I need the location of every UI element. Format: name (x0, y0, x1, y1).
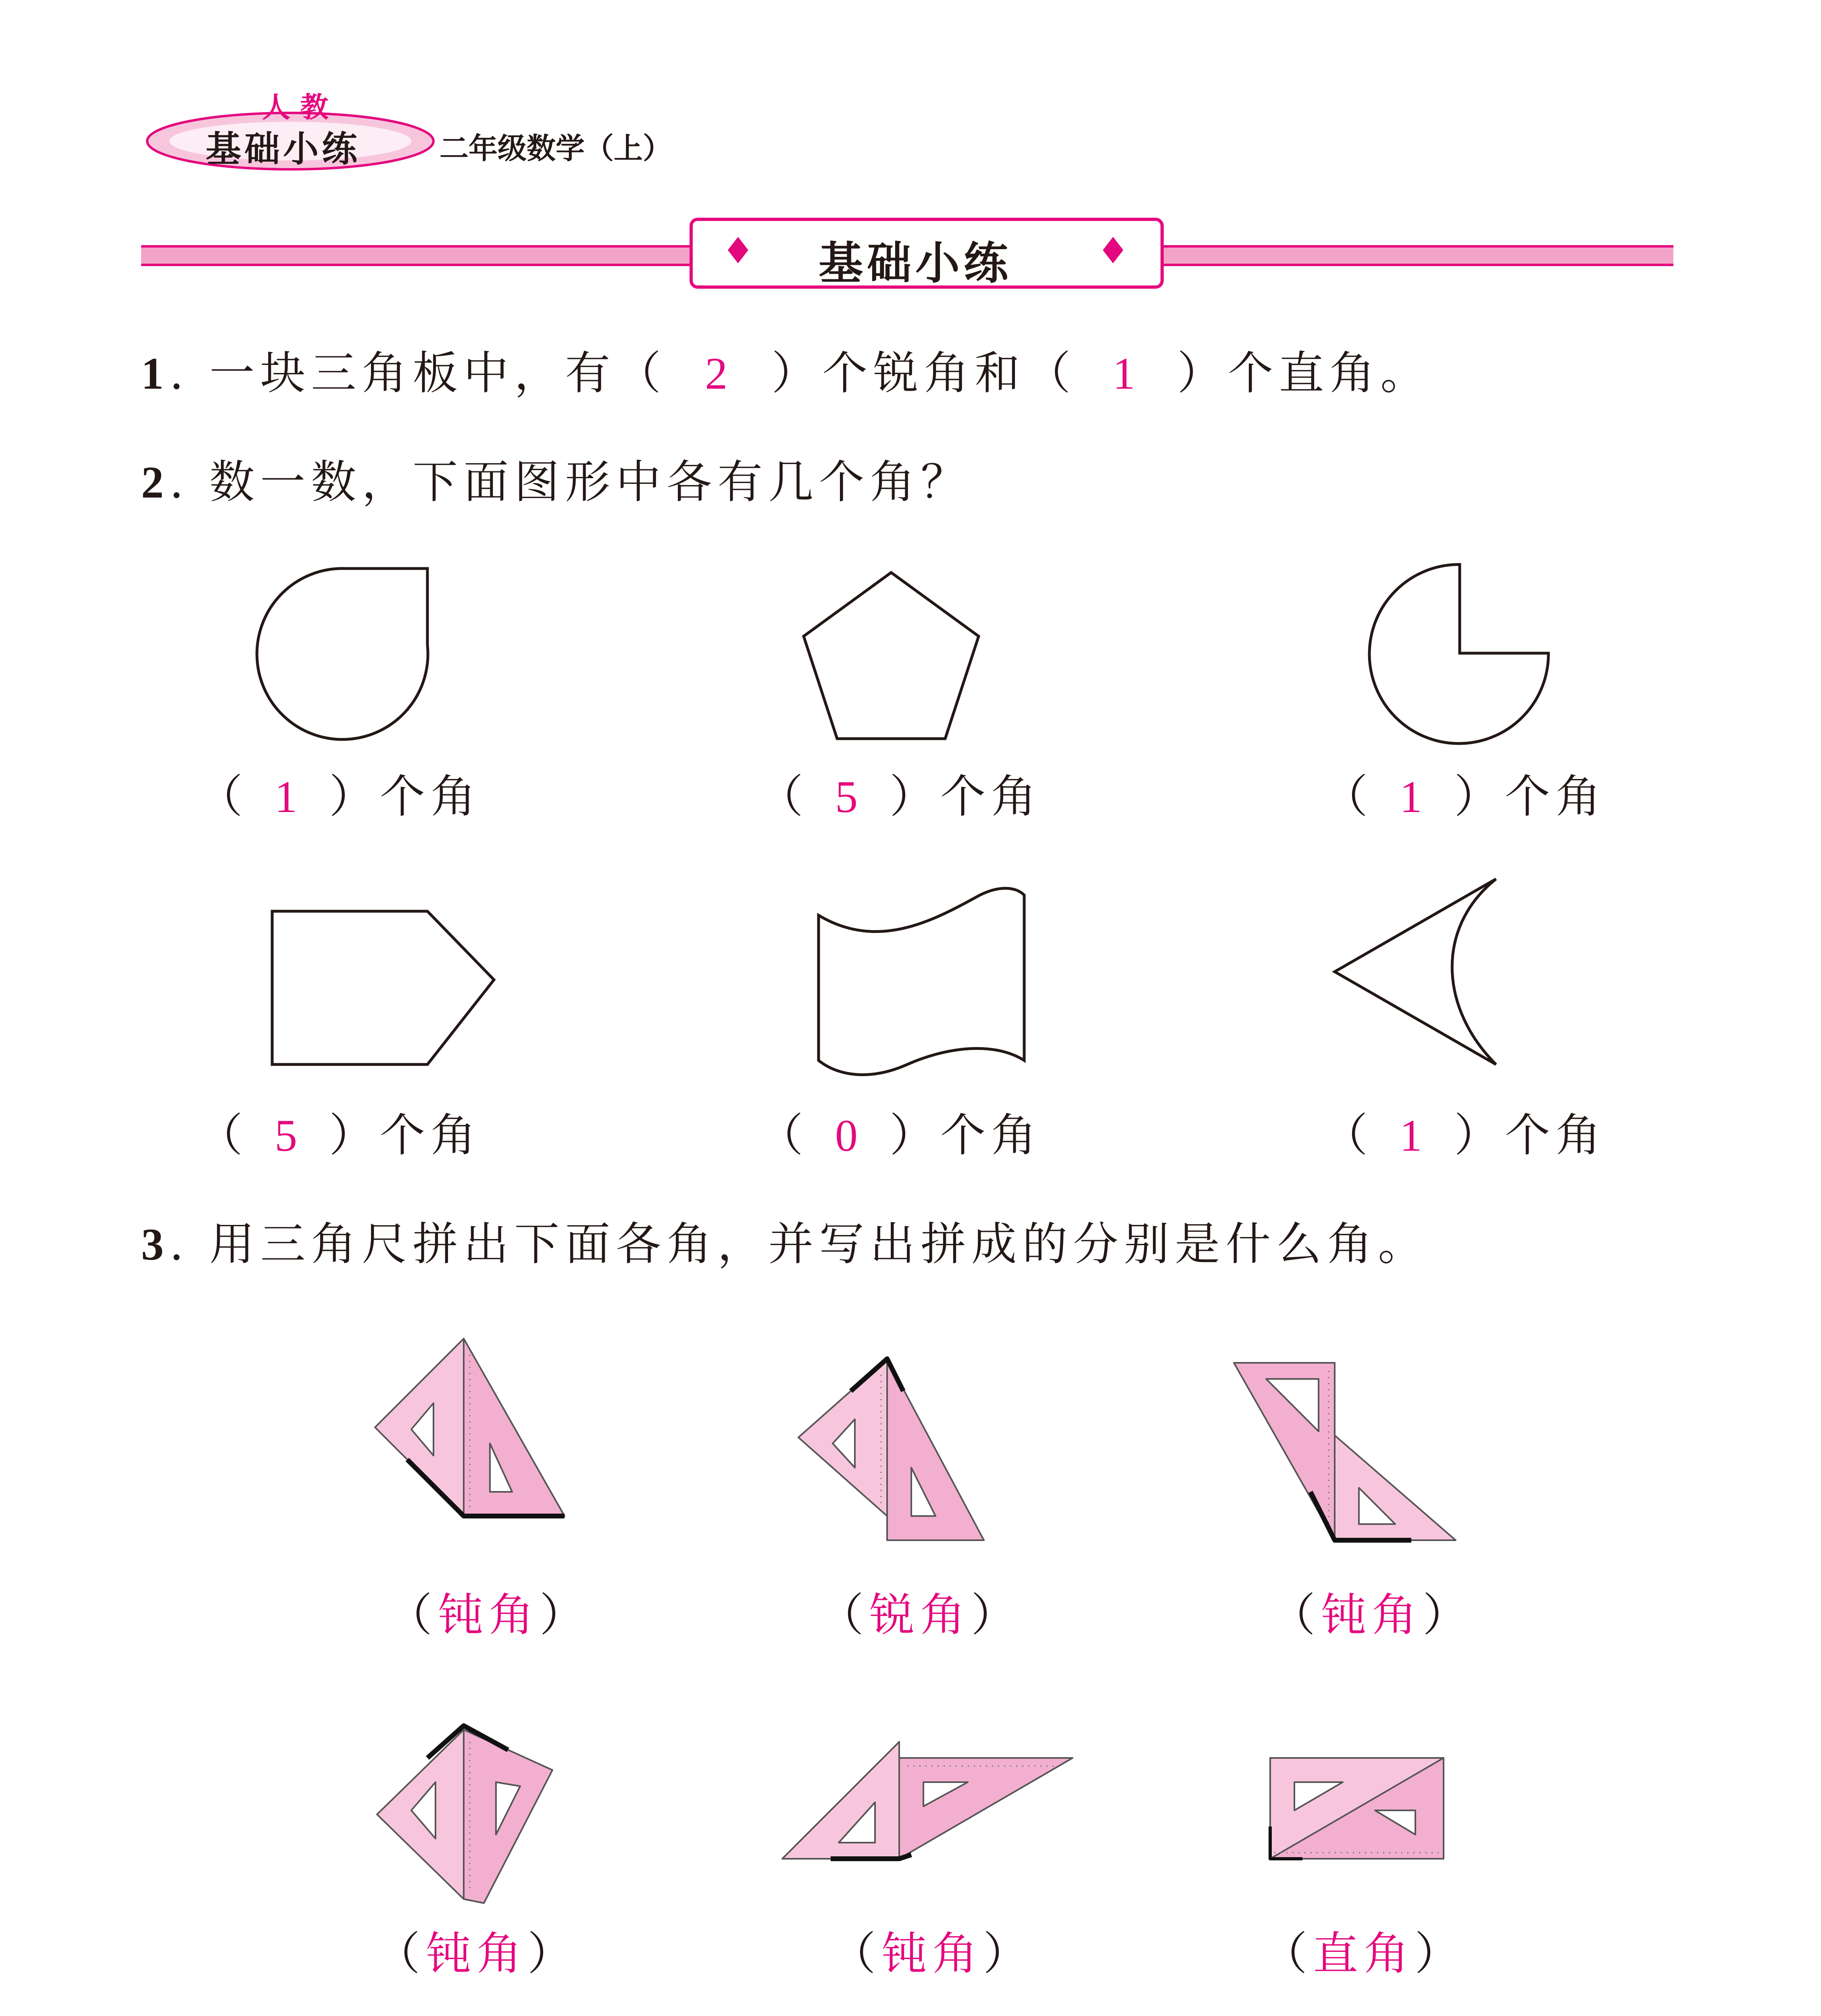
q1-text-b: ）个锐角和（ (771, 347, 1077, 400)
shape-wave (819, 888, 1024, 1075)
q3-answer-6[interactable]: 直角 (1313, 1928, 1415, 1980)
shape-pentagon (804, 573, 979, 739)
q3-answer-1[interactable]: 钝角 (438, 1589, 540, 1641)
q2-answer[interactable]: 1 (275, 772, 303, 822)
bar-line-left (141, 245, 690, 266)
question-2 (141, 456, 972, 508)
q3-answer-3[interactable]: 钝角 (1321, 1589, 1423, 1641)
q2-unit: 个角 (380, 771, 481, 823)
q2-number: 2 (141, 458, 169, 508)
set-square-fig-4 (377, 1726, 552, 1903)
q2-unit: 个角 (940, 771, 1042, 823)
diamond-icon: ♦ (1097, 230, 1129, 272)
q3-answer-5[interactable]: 钝角 (881, 1928, 983, 1980)
q2-unit: 个角 (940, 1109, 1042, 1162)
q3-answer-5-wrap: （钝角） (831, 1928, 1034, 1980)
q2-text: . 数一数，下面图形中各有几个角？ (169, 456, 972, 508)
section-title: 基础小练 (819, 237, 1012, 289)
diamond-icon: ♦ (722, 230, 754, 272)
set-square-fig-5 (782, 1742, 1073, 1859)
header-subject: 二年级数学（上） (440, 131, 672, 165)
header-publisher: 人 教 (262, 91, 329, 124)
q3-answer-2-wrap: （锐角） (819, 1589, 1022, 1641)
q2-answer-row2-item2: （ 0 ）个角 (758, 1109, 1042, 1162)
q1-number: 1 (141, 349, 169, 399)
section-title-bar (141, 218, 1673, 290)
q2-answer[interactable]: 5 (275, 1111, 303, 1161)
q3-text: . 用三角尺拼出下面各角，并写出拼成的分别是什么角。 (169, 1218, 1429, 1270)
set-square-fig-2 (798, 1359, 984, 1540)
q3-answer-3-wrap: （钝角） (1270, 1589, 1473, 1641)
q2-answer-row2-item1: （ 5 ）个角 (198, 1109, 481, 1162)
q2-unit: 个角 (1505, 1109, 1606, 1162)
question-3 (141, 1218, 1429, 1270)
q3-answer-6-wrap: （直角） (1262, 1928, 1465, 1980)
q2-answer[interactable]: 1 (1400, 772, 1428, 822)
shape-pacman (1369, 564, 1548, 744)
q1-text-c: ）个直角。 (1177, 347, 1431, 400)
question-1 (141, 347, 1431, 400)
bar-line-right (1157, 245, 1673, 266)
shape-curved-triangle (1335, 879, 1496, 1064)
q1-answer-right[interactable]: 1 (1113, 349, 1141, 399)
q2-answer[interactable]: 5 (835, 772, 863, 822)
set-square-fig-6 (1270, 1758, 1444, 1859)
q3-answer-4-wrap: （钝角） (375, 1928, 578, 1980)
q2-answer[interactable]: 1 (1400, 1111, 1428, 1161)
q2-answer[interactable]: 0 (835, 1111, 863, 1161)
q2-answer-row1-item2: （ 5 ）个角 (758, 771, 1042, 823)
q2-answer-row2-item3: （ 1 ）个角 (1323, 1109, 1606, 1162)
shape-drop-outline (257, 569, 428, 739)
header-series: 基础小练 (206, 128, 361, 170)
q3-answer-4[interactable]: 钝角 (426, 1928, 527, 1980)
q2-answer-row1-item3: （ 1 ）个角 (1323, 771, 1606, 823)
q2-answer-row1-item1: （ 1 ）个角 (198, 771, 481, 823)
q3-answer-1-wrap: （钝角） (387, 1589, 590, 1641)
set-square-fig-3 (1234, 1363, 1456, 1540)
header (133, 73, 738, 185)
q3-number: 3 (141, 1220, 169, 1270)
q1-text-a: . 一块三角板中，有（ (169, 347, 667, 400)
q2-unit: 个角 (380, 1109, 481, 1162)
q1-answer-acute[interactable]: 2 (705, 349, 733, 399)
shape-house (272, 911, 494, 1064)
q2-unit: 个角 (1505, 771, 1606, 823)
set-square-fig-1 (375, 1339, 565, 1516)
q3-answer-2[interactable]: 锐角 (869, 1589, 971, 1641)
